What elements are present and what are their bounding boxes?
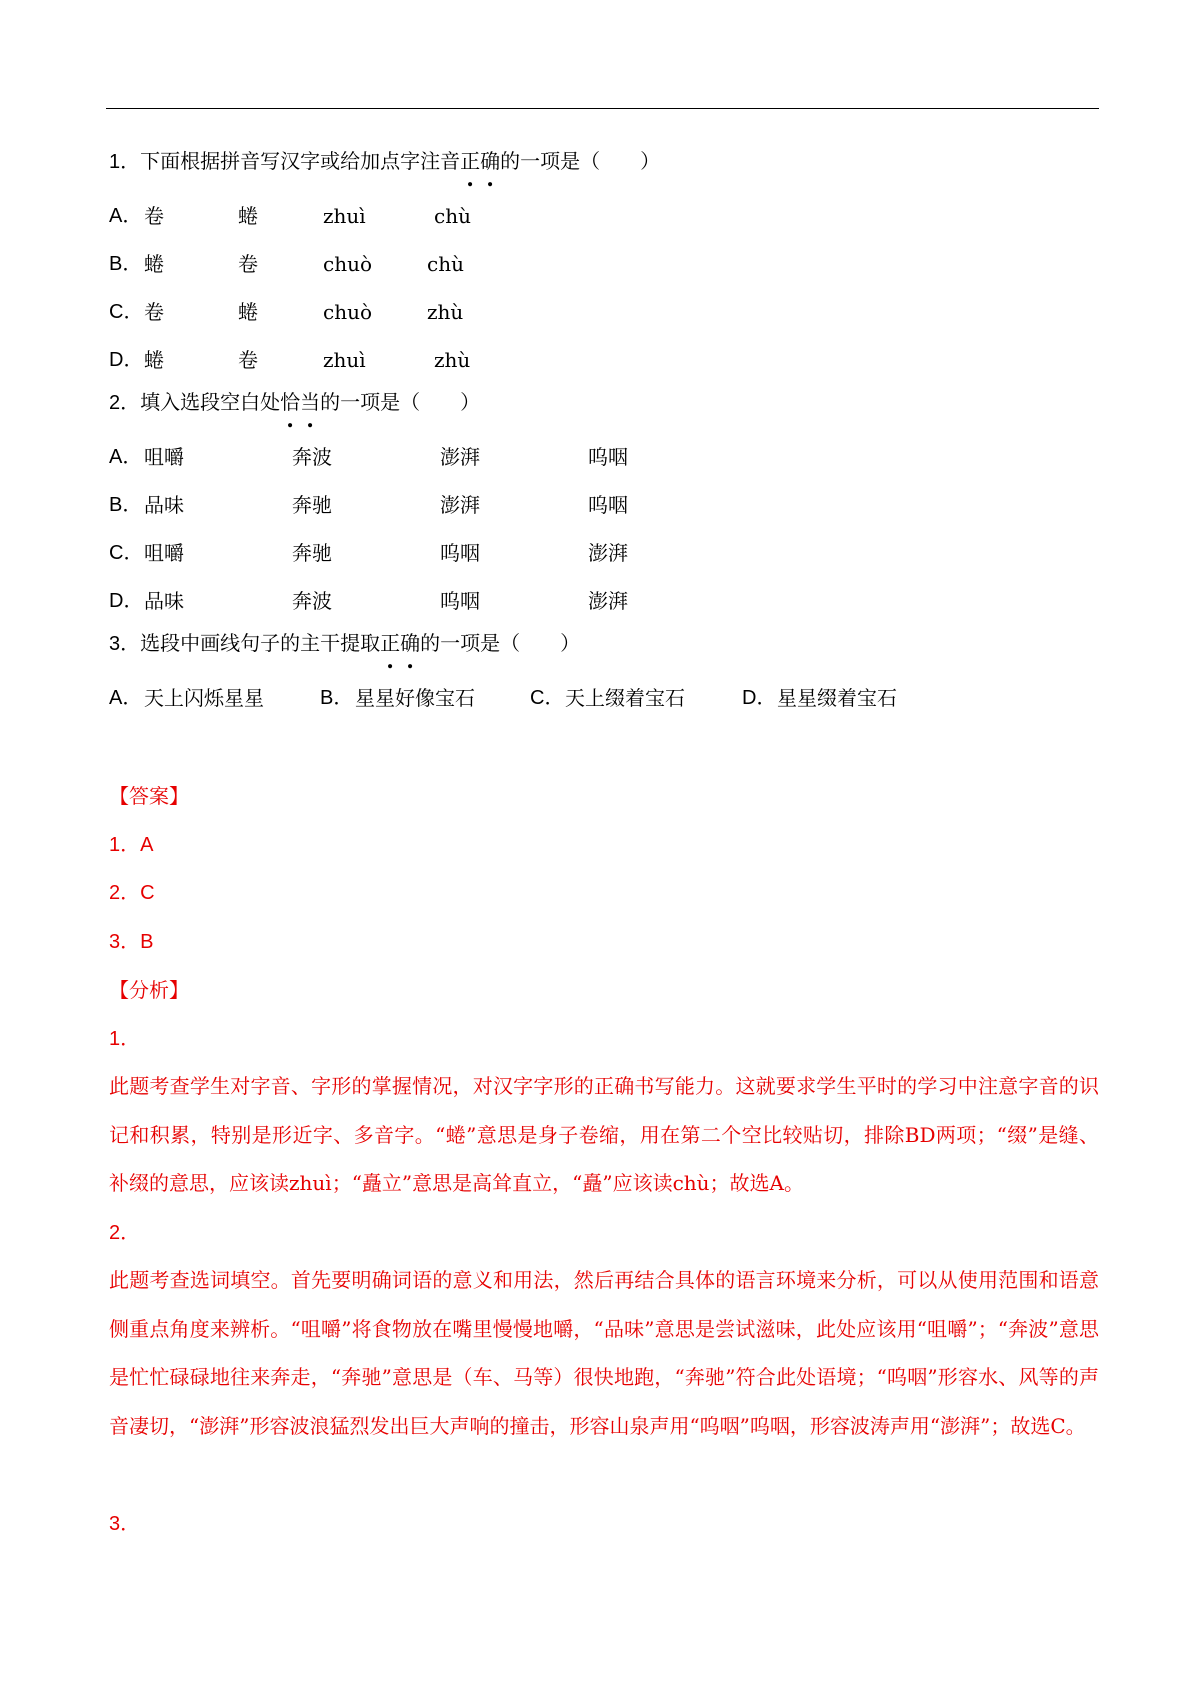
question-text: 的一项是（ ） bbox=[320, 390, 481, 414]
option-cell: 澎湃 bbox=[588, 541, 628, 565]
answer-item: 1．A bbox=[109, 834, 154, 856]
option-text: 天上缀着宝石 bbox=[565, 686, 685, 710]
answer-item: 3．B bbox=[109, 931, 154, 953]
analysis-number: 1． bbox=[109, 1028, 141, 1050]
option-label: B． bbox=[109, 494, 143, 516]
option-cell: chù bbox=[434, 204, 471, 228]
answer-item: 2．C bbox=[109, 882, 155, 904]
option-cell: 奔波 bbox=[292, 445, 332, 469]
question-text: 的一项是（ ） bbox=[420, 631, 581, 655]
analysis-paragraph: 此题考查选词填空。首先要明确词语的意义和用法，然后再结合具体的语言环境来分析，可以从使用范围和语意侧重点角度来辨析。“咀嚼”将食物放在嘴里慢慢地嚼，“品味”意思是尝试滋味，此处应该用“咀嚼”；“奔波”意思是忙忙碌碌地往来奔走，“奔驰”意思是（车、马等）很快地跑，“奔驰”符合此处语境；“呜咽”形容水、风等的声音凄切，“澎湃”形容波浪猛烈发出巨大声响的撞击，形容山泉声用“呜咽”呜咽，形容波涛声用“澎湃”；故选C。 bbox=[109, 1268, 1099, 1438]
option-cell: 卷 bbox=[144, 300, 164, 324]
option-text: 天上闪烁星星 bbox=[144, 686, 264, 710]
option-cell: chù bbox=[427, 252, 464, 276]
question-number: 1． bbox=[109, 151, 141, 173]
option-label: A． bbox=[109, 446, 143, 468]
option-cell: 澎湃 bbox=[440, 445, 480, 469]
option-cell: 呜咽 bbox=[588, 493, 628, 517]
option-cell: zhù bbox=[427, 300, 464, 324]
option-text: 星星缀着宝石 bbox=[777, 686, 897, 710]
option-label: B． bbox=[109, 253, 143, 275]
dotted-char: 确 bbox=[480, 149, 501, 173]
analysis-paragraph: 此题考查学生对字音、字形的掌握情况，对汉字字形的正确书写能力。这就要求学生平时的学习中注意字音的识记和积累，特别是形近字、多音字。“蜷”意思是身子卷缩，用在第二个空比较贴切，排除BD两项；“缀”是缝、补缀的意思，应该读zhuì；“矗立”意思是高耸直立，“矗”应该读chù；故选A。 bbox=[109, 1074, 1099, 1195]
option-cell: 蜷 bbox=[238, 204, 258, 228]
option-cell: 蜷 bbox=[238, 300, 258, 324]
analysis-number: 3． bbox=[109, 1513, 141, 1535]
option-label: C． bbox=[109, 301, 144, 323]
option-cell: 呜咽 bbox=[440, 589, 480, 613]
option-cell: 奔驰 bbox=[292, 493, 332, 517]
option-cell: 奔波 bbox=[292, 589, 332, 613]
question-text: 下面根据拼音写汉字或给加点字注音 bbox=[140, 149, 461, 173]
option-cell: 蜷 bbox=[144, 252, 164, 276]
option-cell: zhuì bbox=[323, 348, 366, 372]
option-cell: chuò bbox=[323, 252, 373, 276]
analysis-heading: 【分析】 bbox=[109, 978, 189, 1002]
option-cell: 呜咽 bbox=[588, 445, 628, 469]
option-text: 星星好像宝石 bbox=[355, 686, 475, 710]
dotted-char: 正 bbox=[460, 149, 481, 173]
question-text: 填入选段空白处 bbox=[140, 390, 281, 414]
option-label: D． bbox=[742, 687, 777, 709]
question-number: 2． bbox=[109, 392, 141, 414]
option-label: A． bbox=[109, 205, 143, 227]
option-cell: zhuì bbox=[323, 204, 366, 228]
header-rule bbox=[106, 108, 1099, 109]
option-cell: 品味 bbox=[144, 589, 184, 613]
question-number: 3． bbox=[109, 633, 141, 655]
option-cell: 咀嚼 bbox=[144, 541, 184, 565]
question-text: 的一项是（ ） bbox=[500, 149, 661, 173]
question-1-stem bbox=[109, 148, 660, 175]
option-cell: 蜷 bbox=[144, 348, 164, 372]
option-label: C． bbox=[109, 542, 144, 564]
question-3-stem bbox=[109, 630, 580, 657]
option-cell: 品味 bbox=[144, 493, 184, 517]
option-label: D． bbox=[109, 349, 144, 371]
option-cell: chuò bbox=[323, 300, 373, 324]
option-cell: zhù bbox=[434, 348, 471, 372]
option-cell: 呜咽 bbox=[440, 541, 480, 565]
option-cell: 卷 bbox=[144, 204, 164, 228]
question-2-stem bbox=[109, 389, 480, 416]
answer-heading: 【答案】 bbox=[109, 784, 189, 808]
option-label: B． bbox=[320, 687, 354, 709]
option-label: C． bbox=[530, 687, 565, 709]
option-cell: 卷 bbox=[238, 348, 258, 372]
question-text: 选段中画线句子的主干提取 bbox=[140, 631, 381, 655]
dotted-char: 恰 bbox=[280, 390, 301, 414]
option-cell: 奔驰 bbox=[292, 541, 332, 565]
dotted-char: 当 bbox=[300, 390, 321, 414]
option-label: A． bbox=[109, 687, 143, 709]
option-cell: 卷 bbox=[238, 252, 258, 276]
option-cell: 澎湃 bbox=[440, 493, 480, 517]
dotted-char: 正 bbox=[380, 631, 401, 655]
option-label: D． bbox=[109, 590, 144, 612]
option-cell: 澎湃 bbox=[588, 589, 628, 613]
option-cell: 咀嚼 bbox=[144, 445, 184, 469]
dotted-char: 确 bbox=[400, 631, 421, 655]
analysis-number: 2． bbox=[109, 1222, 141, 1244]
